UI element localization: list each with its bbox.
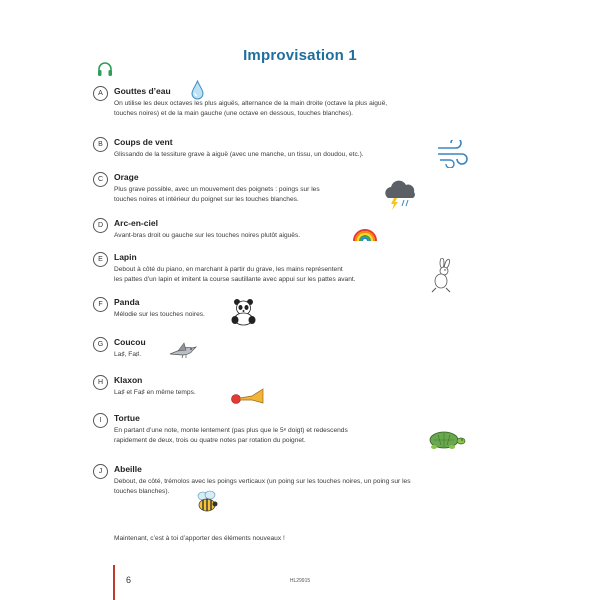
closing-text: Maintenant, c’est à toi d’apporter des éléments nouveaux ! xyxy=(114,535,285,542)
description-line: La♯ et Fa♯ en même temps. xyxy=(114,389,196,396)
item-description xyxy=(114,99,387,119)
description-line: Mélodie sur les touches noires. xyxy=(114,311,205,318)
item-name: Lapin xyxy=(114,252,137,262)
item-letter: G xyxy=(93,337,108,352)
description-line: Avant-bras droit ou gauche sur les touches noires plutôt aiguës. xyxy=(114,232,301,239)
turtle-icon xyxy=(424,428,466,450)
item-description xyxy=(114,185,320,205)
item-description xyxy=(114,150,364,160)
page-title: Improvisation 1 xyxy=(243,47,357,64)
item-description xyxy=(114,477,411,497)
description-line: les pattes d’un lapin et imitent la course sautillante avec appui sur les pattes avant. xyxy=(114,276,356,283)
description-line: rapidement de deux, trois ou quatre notes par rotation du poignet. xyxy=(114,437,306,444)
item-description xyxy=(114,265,356,285)
catalog-code: HL29915 xyxy=(289,578,311,584)
item-letter: D xyxy=(93,218,108,233)
wind-icon xyxy=(436,140,470,168)
description-line: Debout à côté du piano, en marchant à partir du grave, les mains représentent xyxy=(114,266,343,273)
bird-icon xyxy=(168,340,198,360)
item-letter: A xyxy=(93,86,108,101)
item-description xyxy=(114,388,196,398)
item-name: Panda xyxy=(114,297,140,307)
item-name: Coucou xyxy=(114,337,146,347)
description-line: La♯, Fa♯. xyxy=(114,351,142,358)
item-name: Abeille xyxy=(114,464,142,474)
item-description xyxy=(114,350,141,360)
item-name: Coups de vent xyxy=(114,137,173,147)
description-line: touches blanches). xyxy=(114,488,170,495)
item-name: Arc-en-ciel xyxy=(114,218,158,228)
description-line: On utilise les deux octaves les plus aiguës, alternance de la main droite (octave la plus aiguë, xyxy=(114,100,388,107)
item-letter: I xyxy=(93,413,108,428)
item-name: Gouttes d’eau xyxy=(114,86,171,96)
description-line: Debout, de côté, trémolos avec les poings verticaux (un poing sur les touches noires, un poing sur les xyxy=(114,478,411,485)
item-description xyxy=(114,231,300,241)
item-letter: H xyxy=(93,375,108,390)
storm-cloud-icon xyxy=(382,180,420,212)
item-name: Klaxon xyxy=(114,375,143,385)
rainbow-icon xyxy=(352,226,378,242)
page-number: 6 xyxy=(126,575,132,585)
item-name: Tortue xyxy=(114,413,140,423)
item-description xyxy=(114,426,348,446)
description-line: touches noires et intérieur du poignet sur les touches blanches. xyxy=(114,196,299,203)
item-letter: J xyxy=(93,464,108,479)
headphones-icon xyxy=(96,60,114,78)
description-line: En partant d’une note, monte lentement (pas plus que le 5ᵉ doigt) et redescends xyxy=(114,427,348,434)
panda-icon xyxy=(229,298,259,326)
item-letter: E xyxy=(93,252,108,267)
bee-icon xyxy=(193,490,221,514)
item-letter: F xyxy=(93,297,108,312)
item-name: Orage xyxy=(114,172,139,182)
description-line: touches noires) et de la main gauche (une octave en dessous, touches blanches). xyxy=(114,110,353,117)
water-drop-icon xyxy=(190,80,205,100)
item-description xyxy=(114,310,205,320)
item-letter: B xyxy=(93,137,108,152)
item-letter: C xyxy=(93,172,108,187)
description-line: Plus grave possible, avec un mouvement des poignets : poings sur les xyxy=(114,186,320,193)
description-line: Glissando de la tessiture grave à aiguë (avec une manche, un tissu, un doudou, etc.). xyxy=(114,151,364,158)
rabbit-icon xyxy=(428,258,454,294)
horn-icon xyxy=(230,386,266,406)
